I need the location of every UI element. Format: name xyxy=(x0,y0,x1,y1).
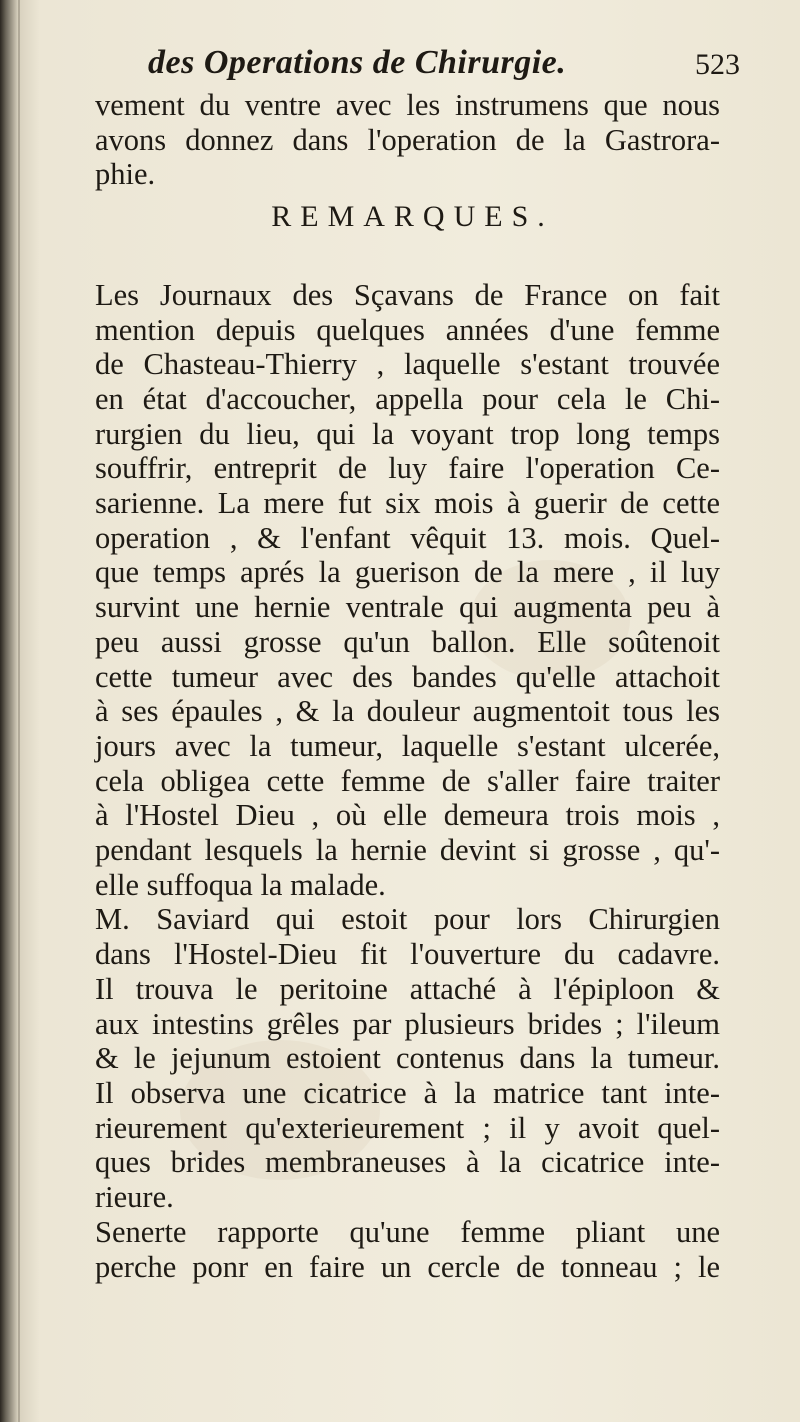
text-line: rieure. xyxy=(95,1180,174,1215)
text-line: Senerte rapporte qu'une femme pliant une xyxy=(95,1214,720,1249)
text-line: dans l'Hostel-Dieu fit l'ouverture du cadavre. xyxy=(95,937,720,972)
text-line: à ses épaules , & la douleur augmentoit tous les xyxy=(95,694,720,729)
text-line: rurgien du lieu, qui la voyant trop long temps xyxy=(95,416,720,451)
text-line: que temps aprés la guerison de la mere , il luy xyxy=(95,555,720,590)
text-line: pendant lesquels la hernie devint si grosse , qu'- xyxy=(95,833,720,868)
page-number: 523 xyxy=(695,48,740,81)
text-line: survint une hernie ventrale qui augmenta peu à xyxy=(95,590,720,625)
binding-gutter xyxy=(18,0,20,1422)
text-line: Les Journaux des Sçavans de France on fait xyxy=(95,277,720,312)
text-line: de Chasteau-Thierry , laquelle s'estant trouvée xyxy=(95,347,720,382)
text-line: mention depuis quelques années d'une femme xyxy=(95,312,720,347)
text-line: sarienne. La mere fut six mois à guerir de cette xyxy=(95,486,720,521)
text-line: cette tumeur avec des bandes qu'elle attachoit xyxy=(95,659,720,694)
text-line: M. Saviard qui estoit pour lors Chirurgien xyxy=(95,902,720,937)
text-line: operation , & l'enfant vêquit 13. mois. Quel- xyxy=(95,520,720,555)
text-line: Il trouva le peritoine attaché à l'épiploon & xyxy=(95,971,720,1006)
text-line: en état d'accoucher, appella pour cela le Chi- xyxy=(95,381,720,416)
running-head xyxy=(140,44,740,94)
text-line: cela obligea cette femme de s'aller faire traiter xyxy=(95,763,720,798)
text-line: rieurement qu'exterieurement ; il y avoit quel- xyxy=(95,1110,720,1145)
text-line: jours avec la tumeur, laquelle s'estant ulcerée, xyxy=(95,728,720,763)
running-title: des Operations de Chirurgie. xyxy=(148,44,567,81)
text-line: à l'Hostel Dieu , où elle demeura trois mois , xyxy=(95,798,720,833)
text-line: perche ponr en faire un cercle de tonneau ; le xyxy=(95,1249,720,1284)
body-text xyxy=(95,88,720,1284)
section-heading: REMARQUES. xyxy=(271,200,554,234)
text-line: Il observa une cicatrice à la matrice tant inte- xyxy=(95,1075,720,1110)
text-line: vement du ventre avec les instrumens que nous xyxy=(95,88,720,122)
text-line: peu aussi grosse qu'un ballon. Elle soûtenoit xyxy=(95,624,720,659)
text-line: aux intestins grêles par plusieurs brides ; l'ileum xyxy=(95,1006,720,1041)
text-line: phie. xyxy=(95,157,156,192)
text-line: souffrir, entreprit de luy faire l'operation Ce- xyxy=(95,451,720,486)
text-line: & le jejunum estoient contenus dans la tumeur. xyxy=(95,1041,720,1076)
text-line: elle suffoqua la malade. xyxy=(95,867,386,902)
text-line: avons donnez dans l'operation de la Gastrora- xyxy=(95,122,720,157)
text-line: ques brides membraneuses à la cicatrice inte- xyxy=(95,1145,720,1180)
